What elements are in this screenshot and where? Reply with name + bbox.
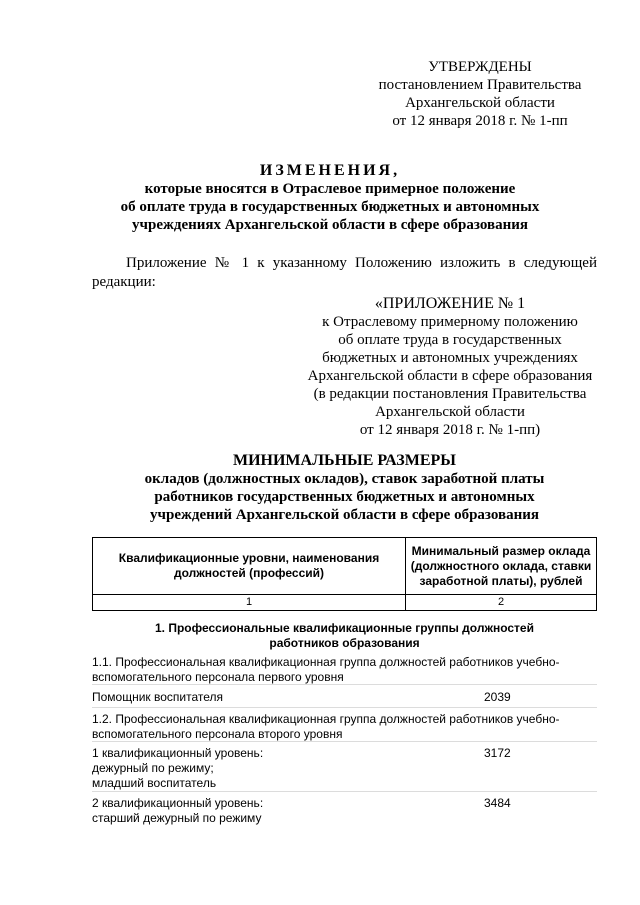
table-header-text: Квалификационные уровни, наименования xyxy=(118,551,380,565)
table-header-text: должностей (профессий) xyxy=(174,566,324,580)
table-row xyxy=(92,796,597,826)
minimums-subtitle-line: окладов (должностных окладов), ставок заработной платы xyxy=(144,471,545,487)
appendix-line: от 12 января 2018 г. № 1-пп) xyxy=(359,422,541,438)
appendix-line: Архангельской области xyxy=(375,404,525,420)
changes-heading xyxy=(90,162,570,234)
qualification-level: 2 квалификационный уровень: xyxy=(92,796,264,810)
position-name: дежурный по режиму; xyxy=(92,761,214,775)
section-title-line: 1. Профессиональные квалификационные группы должностей xyxy=(155,621,534,635)
column-number: 1 xyxy=(93,595,406,611)
changes-title: ИЗМЕНЕНИЯ, xyxy=(259,162,401,179)
appendix-line: Архангельской области в сфере образования xyxy=(307,368,593,384)
group-title-line: вспомогательного персонала первого уровня xyxy=(92,670,344,684)
changes-subtitle-line: которые вносятся в Отраслевое примерное положение xyxy=(144,181,516,197)
intro-line: редакции: xyxy=(92,274,156,290)
changes-subtitle-line: об оплате труда в государственных бюджетных и автономных xyxy=(120,199,540,215)
group-title-line: 1.1. Профессиональная квалификационная группа должностей работников учебно- xyxy=(92,655,560,669)
appendix-line: об оплате труда в государственных xyxy=(338,332,562,348)
intro-paragraph xyxy=(92,254,597,292)
table-row xyxy=(92,746,597,791)
table-header-text: Минимальный размер оклада xyxy=(411,543,591,558)
row-divider xyxy=(92,684,597,685)
salary-value: 3484 xyxy=(484,796,511,810)
appendix-line: бюджетных и автономных учреждениях xyxy=(322,350,578,366)
minimums-subtitle-line: работников государственных бюджетных и автономных xyxy=(154,489,535,505)
appendix-line: (в редакции постановления Правительства xyxy=(313,386,587,402)
position-name: старший дежурный по режиму xyxy=(92,811,262,825)
salary-table-header xyxy=(92,537,597,611)
table-header-text: (должностного оклада, ставки xyxy=(410,558,592,573)
position-name: младший воспитатель xyxy=(92,776,217,790)
table-row xyxy=(92,690,597,705)
changes-subtitle-line: учреждениях Архангельской области в сфере образования xyxy=(132,217,528,233)
minimums-heading xyxy=(92,452,597,524)
salary-value: 3172 xyxy=(484,746,511,760)
table-header-text: заработной платы), рублей xyxy=(419,573,583,588)
intro-line: Приложение № 1 к указанному Положению изложить в следующей xyxy=(126,255,597,271)
row-divider xyxy=(92,791,597,792)
minimums-subtitle-line: учреждений Архангельской области в сфере образования xyxy=(150,507,539,523)
column-number: 2 xyxy=(406,595,597,611)
salary-value: 2039 xyxy=(484,690,511,704)
appendix-stamp xyxy=(305,295,595,439)
row-divider xyxy=(92,707,597,708)
approval-line: Архангельской области xyxy=(405,95,555,111)
appendix-title: «ПРИЛОЖЕНИЕ № 1 xyxy=(374,295,526,312)
table-header-salary xyxy=(406,538,597,595)
appendix-line: к Отраслевому примерному положению xyxy=(322,314,578,330)
section-title-line: работников образования xyxy=(269,636,420,650)
minimums-title: МИНИМАЛЬНЫЕ РАЗМЕРЫ xyxy=(232,452,456,469)
approval-date: от 12 января 2018 г. № 1-пп xyxy=(392,113,568,129)
group-title xyxy=(92,712,597,742)
approval-stamp xyxy=(370,58,590,130)
group-title-line: 1.2. Профессиональная квалификационная группа должностей работников учебно- xyxy=(92,712,560,726)
section-title xyxy=(92,621,597,651)
qualification-level: 1 квалификационный уровень: xyxy=(92,746,264,760)
table-header-positions xyxy=(93,538,406,595)
approval-line: постановлением Правительства xyxy=(378,77,582,93)
group-title-line: вспомогательного персонала второго уровня xyxy=(92,727,343,741)
position-name: Помощник воспитателя xyxy=(92,690,224,704)
group-title xyxy=(92,655,597,685)
row-divider xyxy=(92,741,597,742)
approval-title: УТВЕРЖДЕНЫ xyxy=(428,59,532,75)
